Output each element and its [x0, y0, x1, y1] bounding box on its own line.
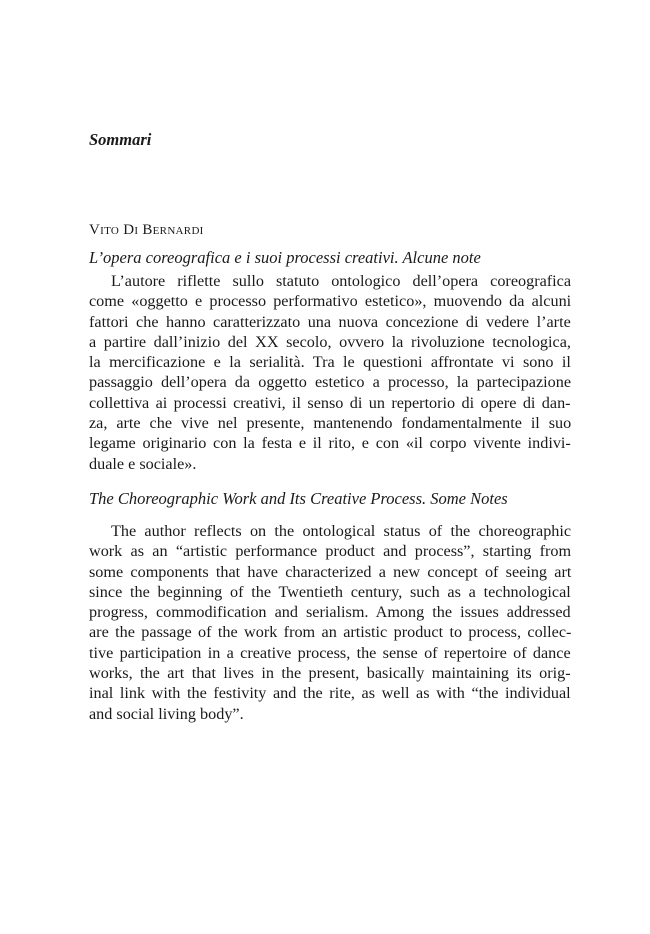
abstract-line: la mercificazione e la serialità. Tra le questioni affrontate vi sono il	[89, 353, 571, 372]
abstract-line: come «oggetto e processo performativo estetico», muovendo da alcuni	[89, 292, 572, 311]
abstract-line: are the passage of the work from an artistic product to process, collec-	[89, 623, 572, 642]
abstract-line: collettiva ai processi creativi, il senso di un repertorio di opere di dan-	[89, 393, 571, 412]
article-title-english: The Choreographic Work and Its Creative Process. Some Notes	[89, 489, 508, 508]
abstract-line: The author reflects on the ontological status of the choreographic	[111, 522, 572, 540]
abstract-line: tive participation in a creative process, the sense of repertoire of dance	[89, 643, 571, 662]
abstract-line: a partire dall’inizio del XX secolo, ovvero la rivoluzione tecnologica,	[89, 332, 571, 351]
abstract-line: and social living body”.	[89, 704, 244, 723]
abstract-line: inal link with the festivity and the rite, as well as with “the individual	[89, 684, 571, 703]
abstract-line: work as an “artistic performance product and process”, starting from	[89, 542, 572, 561]
abstract-line: some components that have characterized a new concept of seeing art	[89, 562, 572, 581]
abstract-line: L’autore riflette sullo statuto ontologico dell’opera coreografica	[111, 272, 572, 290]
abstract-line: progress, commodification and serialism. Among the issues addressed	[89, 603, 571, 622]
abstract-italian	[89, 271, 571, 474]
abstract-line: legame originario con la festa e il rito, e con «il corpo vivente indivi-	[89, 434, 571, 453]
abstract-line: passaggio dell’opera da oggetto estetico a processo, la partecipazione	[89, 373, 572, 392]
abstract-line: works, the art that lives in the present, basically maintaining its orig-	[89, 664, 571, 683]
article-title-italian: L’opera coreografica e i suoi processi creativi. Alcune note	[89, 248, 481, 267]
author-name: Vito Di Bernardi	[89, 222, 204, 238]
section-heading: Sommari	[89, 130, 152, 149]
abstract-line: since the beginning of the Twentieth century, such as a technological	[89, 582, 571, 601]
abstract-line: fattori che hanno caratterizzato una nuova concezione di vedere l’arte	[89, 312, 571, 331]
abstract-line: za, arte che vive nel presente, mantenendo fondamentalmente il suo	[89, 414, 572, 433]
abstract-english	[89, 521, 571, 724]
abstract-line: duale e sociale».	[89, 454, 197, 473]
